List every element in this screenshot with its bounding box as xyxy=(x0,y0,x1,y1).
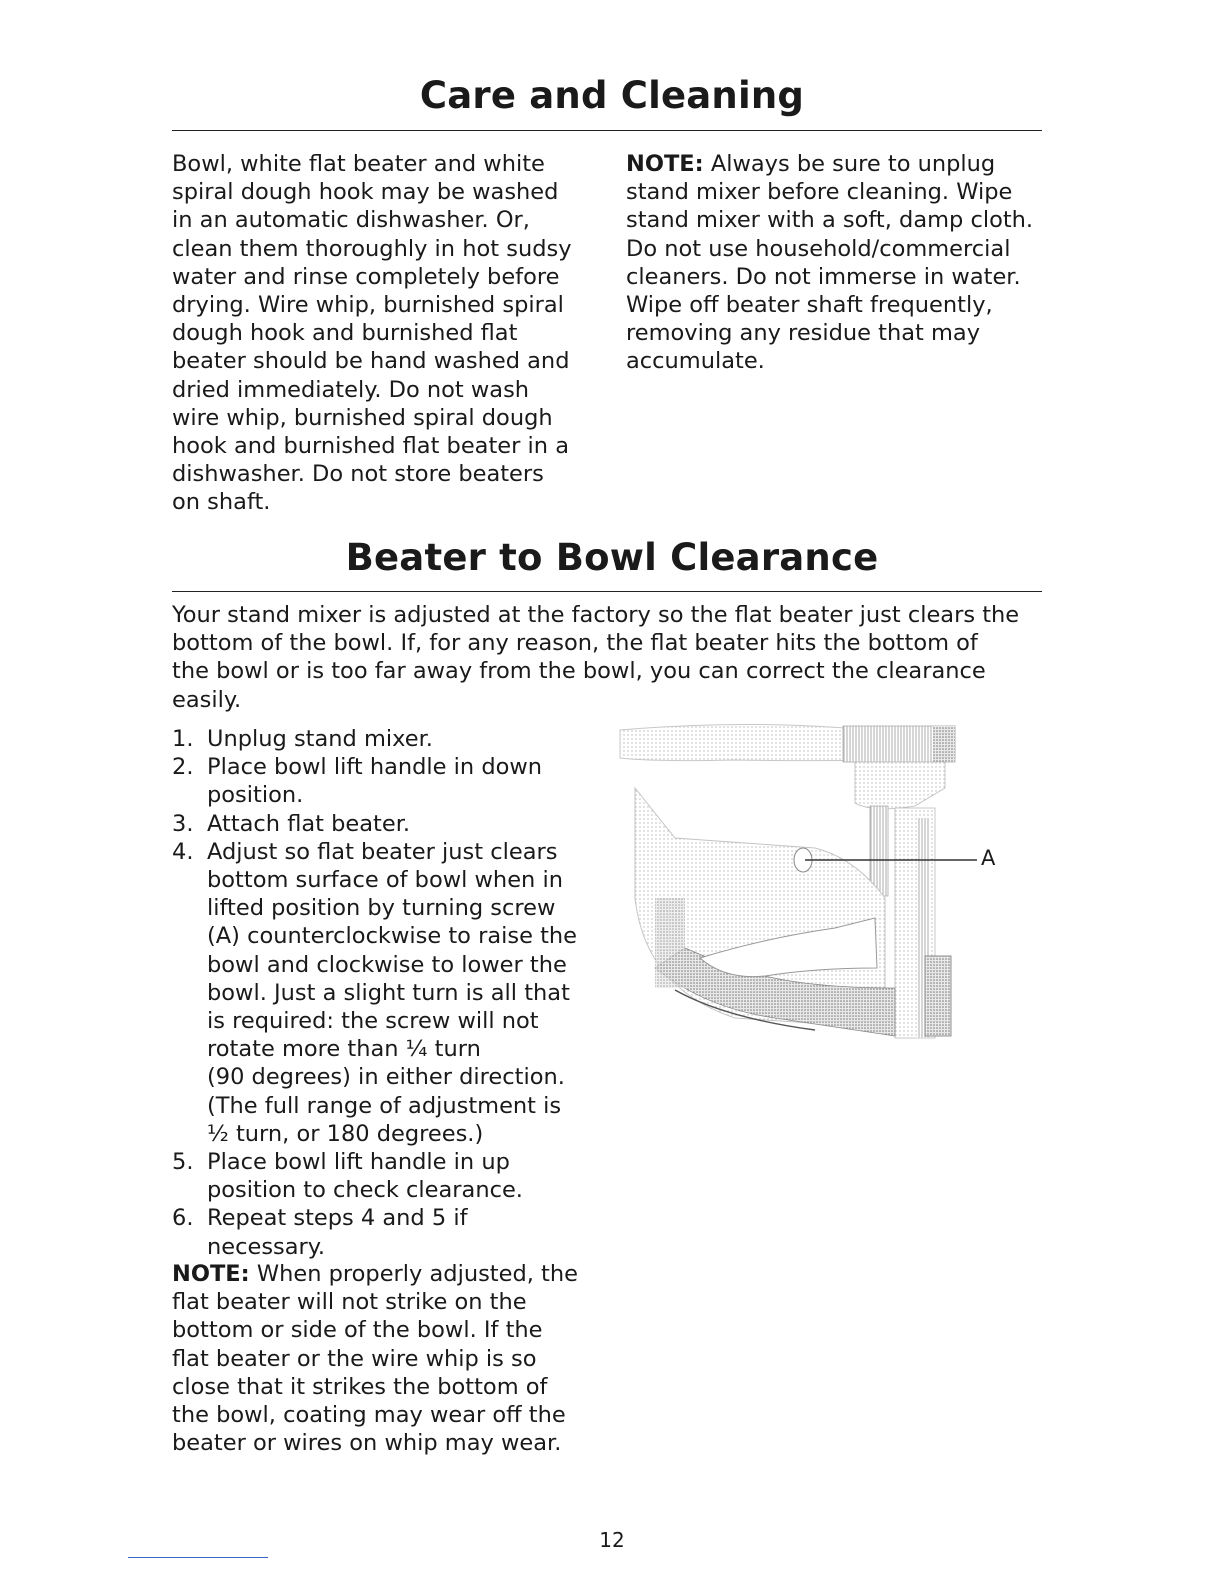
clearance-steps-list xyxy=(172,725,612,1261)
care-cleaning-left-text: Bowl, white flat beater and white spiral dough hook may be washed in an automatic dishwasher. Or, clean them thoroughly in hot sudsy water and rinse completely before drying. Wire whip, burnished spiral dough hook and burnished flat beater should be hand washed and dried immediately. Do not wash wire whip, burnished spiral dough hook and burnished flat beater in a dishwasher. Do not store beaters on shaft. xyxy=(172,151,572,516)
clearance-rule xyxy=(172,591,1042,592)
note-text: Always be sure to unplug stand mixer before cleaning. Wipe stand mixer with a soft, damp cloth. Do not use household/commercial cleaners. Do not immerse in water. Wipe off beater shaft frequently, removing any residue that may accumulate. xyxy=(626,151,1034,375)
clearance-note xyxy=(172,1260,612,1457)
footer-underline xyxy=(128,1557,268,1558)
note-label: NOTE: xyxy=(172,1261,250,1287)
step-text: Place bowl lift handle in up position to check clearance. xyxy=(207,1149,523,1204)
step-number: 1. xyxy=(172,726,194,752)
step-item xyxy=(172,838,612,1148)
step-text: Place bowl lift handle in down position. xyxy=(207,754,543,809)
step-item xyxy=(172,1148,612,1204)
care-cleaning-rule xyxy=(172,130,1042,131)
callout-label-a: A xyxy=(981,846,996,870)
step-number: 4. xyxy=(172,838,194,865)
mixer-clearance-illustration xyxy=(615,718,1015,1048)
step-number: 6. xyxy=(172,1205,194,1232)
clearance-intro: Your stand mixer is adjusted at the factory so the flat beater just clears the bottom of the bowl. If, for any reason, the flat beater hits the bottom of the bowl or is too far away from the bowl, you can correct the clearance easily. xyxy=(172,602,1020,713)
step-text: Attach flat beater. xyxy=(207,810,411,837)
step-item xyxy=(172,1204,612,1260)
care-cleaning-heading: Care and Cleaning xyxy=(419,74,805,117)
mixer-neck-shape xyxy=(855,762,945,809)
page-number: 12 xyxy=(599,1528,625,1552)
bowl-left-shading xyxy=(655,898,685,988)
beater-shaft xyxy=(870,806,888,896)
step-text: Adjust so flat beater just clears bottom surface of bowl when in lifted position by turning screw (A) counterclockwise to raise the bowl and clockwise to lower the bowl. Just a slight turn is all that is required: the screw will not rotate more than ¼ turn (90 degrees) in either direction. (The full range of adjustment is ½ turn, or 180 degrees.) xyxy=(207,838,578,1147)
step-text: Repeat steps 4 and 5 if necessary. xyxy=(207,1205,468,1260)
care-cleaning-note xyxy=(626,150,1046,376)
step-number: 2. xyxy=(172,754,194,781)
step-item xyxy=(172,753,612,809)
mixer-base-block xyxy=(925,956,951,1036)
step-item xyxy=(172,725,612,753)
clearance-heading: Beater to Bowl Clearance xyxy=(345,536,879,579)
step-number: 5. xyxy=(172,1149,194,1176)
note-label: NOTE: xyxy=(626,151,704,177)
mixer-head-shadow xyxy=(933,726,955,762)
note-text: When properly adjusted, the flat beater will not strike on the bottom or side of the bowl. If the flat beater or the wire whip is so close that it strikes the bottom of the bowl, coating may wear off the beater or wires on whip may wear. xyxy=(172,1261,578,1457)
step-number: 3. xyxy=(172,810,194,837)
step-text: Unplug stand mixer. xyxy=(207,726,433,752)
step-item xyxy=(172,810,612,838)
